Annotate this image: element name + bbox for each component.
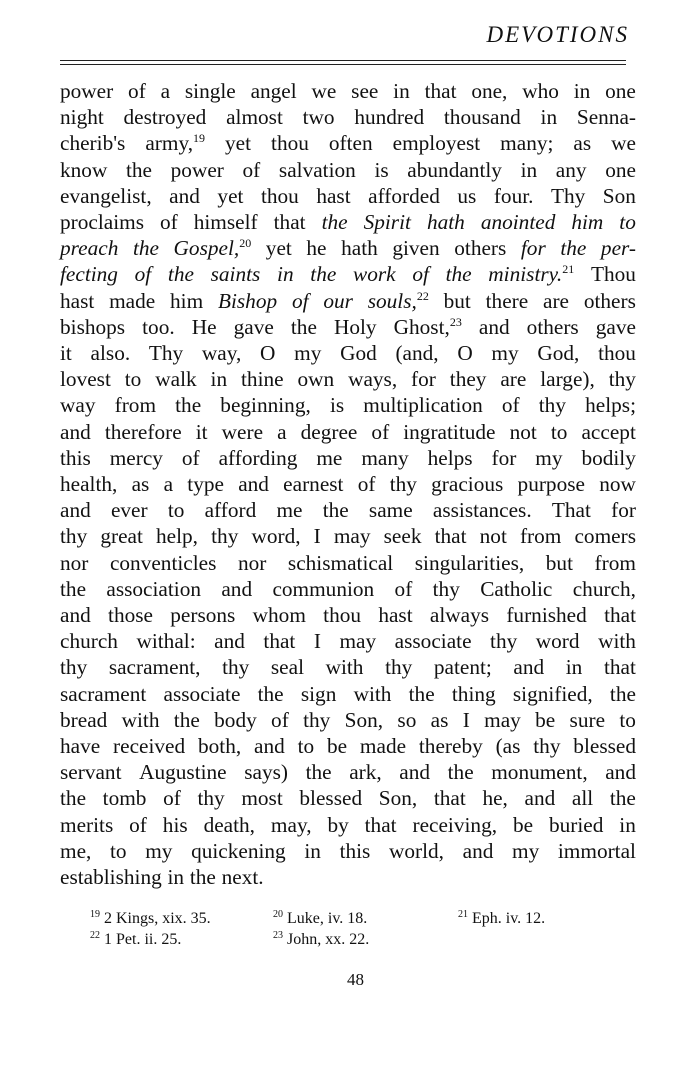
text-line: night destroyed almost two hundred thousand in Senna-	[60, 105, 636, 130]
page-number: 48	[347, 970, 364, 989]
text-line: have received both, and to be made thereby (as thy blessed	[60, 734, 636, 759]
text-line: the tomb of thy most blessed Son, that he, and all the	[60, 786, 636, 811]
text-line: know the power of salvation is abundantly in any one	[60, 157, 636, 182]
text-line: the association and communion of thy Catholic church,	[60, 576, 636, 601]
footnote: $^{19}$ 2 Kings, xix. 35.	[90, 909, 211, 927]
text-line: lovest to walk in thine own ways, for they are large), thy	[60, 367, 636, 392]
text-line: and those persons whom thou hast always furnished that	[60, 603, 636, 628]
text-line: proclaims of himself that the Spirit hath anointed him to	[60, 210, 636, 235]
text-line: fecting of the saints in the work of the ministry.$^{21}$ Thou	[60, 262, 636, 287]
footnotes	[90, 908, 610, 950]
text-line: bread with the body of thy Son, so as I may be sure to	[60, 707, 636, 732]
footnote: $^{20}$ Luke, iv. 18.	[273, 909, 368, 927]
text-line: way from the beginning, is multiplication of thy helps;	[60, 393, 636, 418]
text-line: hast made him Bishop of our souls,$^{22}$ but there are others	[60, 288, 636, 313]
text-line: this mercy of affording me many helps for my bodily	[60, 445, 636, 470]
text-line: evangelist, and yet thou hast afforded us four. Thy Son	[60, 183, 636, 208]
running-head: DEVOTIONS	[486, 22, 629, 47]
text-line: and therefore it were a degree of ingratitude not to accept	[60, 419, 636, 444]
text-line: thy great help, thy word, I may seek that not from comers	[60, 524, 636, 549]
text-line: establishing in the next.	[60, 865, 264, 890]
header-rule-top	[60, 60, 626, 61]
text-line: bishops too. He gave the Holy Ghost,$^{23}$ and others gave	[60, 314, 636, 339]
text-line: it also. Thy way, O my God (and, O my God, thou	[60, 341, 636, 366]
body-text	[60, 78, 636, 890]
text-line: cherib's army,$^{19}$ yet thou often employest many; as we	[60, 131, 636, 156]
text-line: merits of his death, may, by that receiving, be buried in	[60, 812, 636, 837]
text-line: power of a single angel we see in that one, who in one	[60, 79, 636, 103]
text-line: church withal: and that I may associate thy word with	[60, 629, 636, 654]
text-line: thy sacrament, thy seal with thy patent; and in that	[60, 655, 636, 680]
footnote-row	[90, 908, 610, 929]
text-line: sacrament associate the sign with the thing signified, the	[60, 681, 636, 706]
footnote: $^{22}$ 1 Pet. ii. 25.	[90, 930, 182, 948]
footnote: $^{23}$ John, xx. 22.	[273, 930, 370, 948]
text-line: nor conventicles nor schismatical singularities, but from	[60, 550, 636, 575]
text-line: preach the Gospel,$^{20}$ yet he hath given others for the per-	[60, 236, 636, 261]
text-line: me, to my quickening in this world, and my immortal	[60, 838, 636, 863]
text-line: servant Augustine says) the ark, and the monument, and	[60, 760, 636, 785]
footnote: $^{21}$ Eph. iv. 12.	[458, 909, 546, 927]
text-line: and ever to afford me the same assistances. That for	[60, 498, 636, 523]
text-line: health, as a type and earnest of thy gracious purpose now	[60, 472, 636, 497]
footnote-row	[90, 929, 610, 950]
header-rule-bottom	[60, 64, 626, 65]
